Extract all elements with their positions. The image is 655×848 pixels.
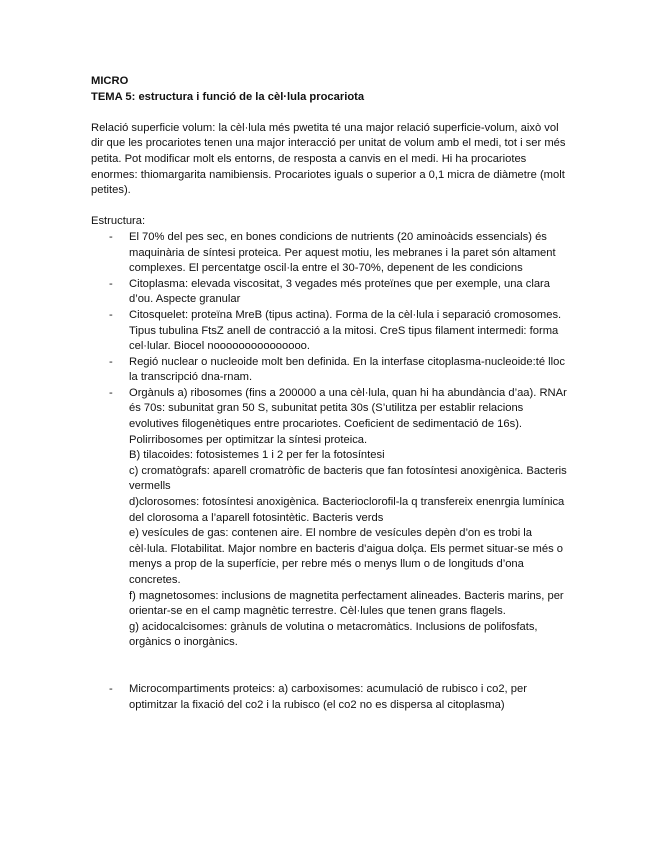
list-item-text: - Regió nuclear o nucleoide molt ben definida. En la interfase citoplasma-nucleoide:té lloc la transcripció dna-rnam. [129,355,565,384]
organuls-clorosomes: d)clorosomes: fotosíntesi anoxigènica. Bacterioclorofil-la q transfereix enenrgia lumínica del clorosoma a l’aparell fotosintètic. Bacteris verds [129,496,565,524]
organuls-acidocalcisomes: g) acidocalcisomes: grànuls de volutina o metacromàtics. Inclusions de polifosfats, orgànics o inorgànics. [129,620,538,649]
organuls-ribosomes: - Orgànuls a) ribosomes (fins a 200000 a una cèl·lula, quan hi ha abundància d’aa). RNAr és 70s: subunitat gran 50 S, subunitat petita 30s (S’utilitza per establir relacions evolutives filogenètiques entre procariotes. Coeficient de sedimentació de 16s). Polirribosomes per optimitzar la síntesi proteica. [129,386,567,446]
list-item-text: - Citoplasma: elevada viscositat, 3 vegades més proteïnes que per exemple, una clara d’ou. Aspecte granular [129,277,551,306]
organuls-magnetosomes: f) magnetosomes: inclusions de magnetita perfectament alineades. Bacteris marins, per orientar-se en el camp magnètic terrestre. Cèl·lules que tenen grans flagels. [129,589,564,618]
document-title: MICRO [91,75,129,87]
blank-line [91,199,567,215]
structure-list [91,230,567,651]
structure-label: Estructura: [91,215,146,228]
list-item-text: - El 70% del pes sec, en bones condicions de nutrients (20 aminoàcids essencials) és maquinària de síntesi proteica. Per aquest motiu, les mebranes i la paret són altament complexes. El percentatge oscil·la entre el 30-70%, depenent de les condicions [129,230,556,275]
microcompartments-list [91,682,567,713]
list-item [129,277,567,308]
list-item [129,308,567,355]
list-item-text: - Microcompartiments proteics: a) carboxisomes: acumulació de rubisco i co2, per optimitzar la fixació del co2 i la rubisco (el co2 no es dispersa al citoplasma) [129,682,527,711]
document-subtitle: TEMA 5: estructura i funció de la cèl·lula procariota [91,90,365,103]
intro-paragraph: Relació superficie volum: la cèl·lula més pwetita té una major relació superficie-volum, això vol dir que les procariotes tenen una major interacció per unitat de volum amb el medi, tot i ser més petita. Pot modificar molt els entorns, de resposta a canvis en el medi. Hi ha procariotes enormes: thiomargarita namibiensis. Procariotes iguals o superior a 0,1 micra de diàmetre (molt petites). [91,121,566,197]
blank-line [91,105,567,121]
list-item-text: - Citosquelet: proteïna MreB (tipus actina). Forma de la cèl·lula i separació cromosomes. Tipus tubulina FtsZ anell de contracció a la mitosi. CreS tipus filament intermedi: forma cel·lular. Biocel nooooooooooooooo. [129,308,562,353]
blank-lines [91,651,567,682]
organuls-vesicules-gas: e) vesícules de gas: contenen aire. El nombre de vesícules depèn d’on es trobi la cèl·lula. Flotabilitat. Major nombre en bacteris d’aigua dolça. Els permet situar-se més o menys a prop de la superfície, per rebre més o menys llum o de longituds d’ona concretes. [129,527,564,586]
list-item [129,230,567,277]
organuls-cromatografs: c) cromatògrafs: aparell cromatròfic de bacteris que fan fotosíntesi anoxigènica. Bacteris vermells [129,464,567,493]
organuls-tilacoides: B) tilacoides: fotosistemes 1 i 2 per fer la fotosíntesi [129,449,385,462]
list-item [129,682,567,713]
list-item-organuls [129,386,567,651]
list-item [129,355,567,386]
